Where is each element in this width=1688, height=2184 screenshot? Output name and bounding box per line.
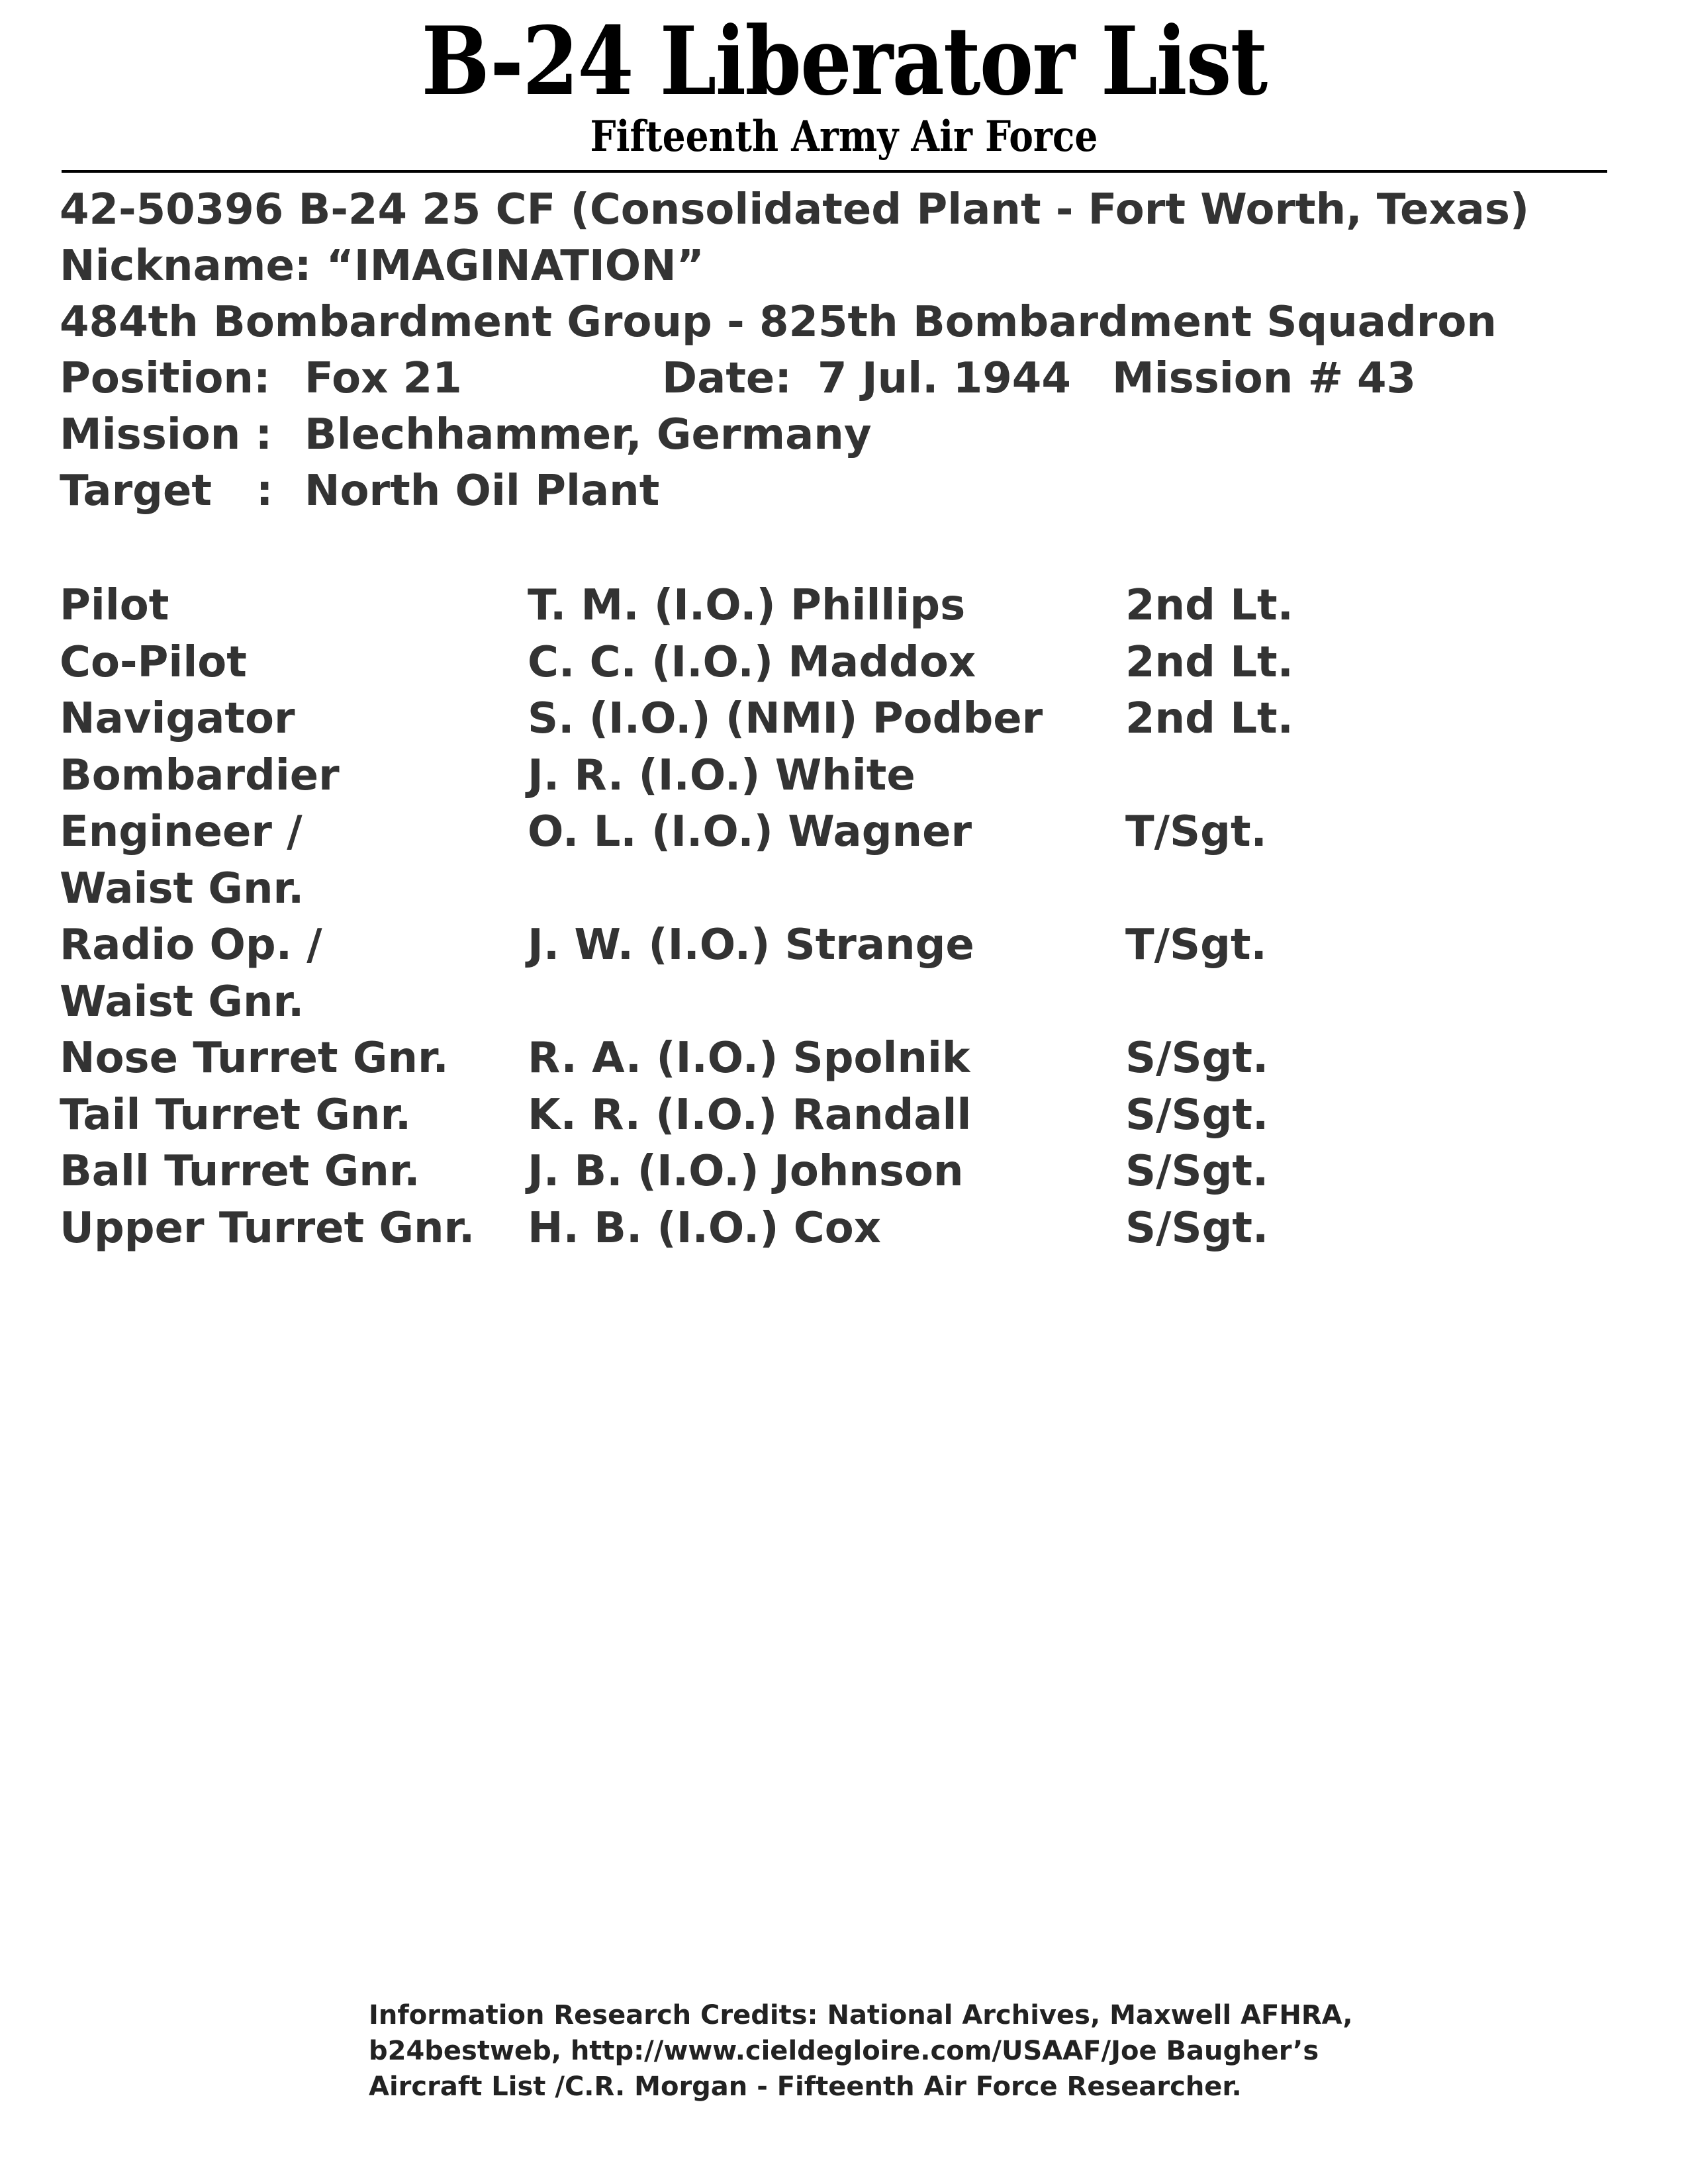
date-value: 7 Jul. 1944 [818,354,1071,403]
crew-role: Ball Turret Gnr. [60,1147,420,1196]
crew-name: S. (I.O.) (NMI) Podber [528,694,1043,743]
crew-rank: S/Sgt. [1125,1204,1269,1253]
date-label: Date: [662,354,792,403]
target-label: Target : [60,467,273,516]
crew-rank: T/Sgt. [1125,807,1267,856]
crew-name: K. R. (I.O.) Randall [528,1091,972,1140]
crew-rank: 2nd Lt. [1125,581,1293,630]
position-label: Position: [60,354,271,403]
crew-role: Bombardier [60,751,340,800]
credits-line-3: Aircraft List /C.R. Morgan - Fifteenth Air Force Researcher. [369,2071,1242,2102]
crew-role: Pilot [60,581,169,630]
crew-rank: S/Sgt. [1125,1147,1269,1196]
crew-role: Tail Turret Gnr. [60,1091,412,1140]
crew-name: J. W. (I.O.) Strange [528,921,974,970]
crew-rank: 2nd Lt. [1125,638,1293,687]
mission-number-label: Mission # [1112,354,1344,403]
crew-name: T. M. (I.O.) Phillips [528,581,966,630]
crew-name: J. R. (I.O.) White [528,751,915,800]
page-title: B-24 Liberator List [421,7,1267,116]
crew-name: C. C. (I.O.) Maddox [528,638,976,687]
mission-number-value: 43 [1357,354,1417,403]
credits-line-1: Information Research Credits: National Archives, Maxwell AFHRA, [369,2000,1353,2030]
crew-rank: S/Sgt. [1125,1034,1269,1083]
mission-value: Blechhammer, Germany [305,410,872,459]
nickname-line: Nickname: “IMAGINATION” [60,242,704,291]
position-value: Fox 21 [305,354,462,403]
research-credits [369,1997,1353,2105]
target-value: North Oil Plant [305,467,660,516]
credits-line-2: b24bestweb, http://www.cieldegloire.com/USAAF/Joe Baugher’s [369,2036,1319,2066]
crew-role: Navigator [60,694,295,743]
crew-rank: S/Sgt. [1125,1091,1269,1140]
crew-name: O. L. (I.O.) Wagner [528,807,972,856]
crew-role: Upper Turret Gnr. [60,1204,475,1253]
aircraft-serial-line: 42-50396 B-24 25 CF (Consolidated Plant - Fort Worth, Texas) [60,185,1530,234]
header-divider [62,170,1607,173]
crew-name: J. B. (I.O.) Johnson [528,1147,964,1196]
crew-role: Waist Gnr. [60,978,305,1026]
crew-role: Nose Turret Gnr. [60,1034,449,1083]
crew-role: Radio Op. / [60,921,322,970]
mission-label: Mission : [60,410,273,459]
crew-role: Waist Gnr. [60,864,305,913]
crew-role: Engineer / [60,807,303,856]
crew-rank: 2nd Lt. [1125,694,1293,743]
page-subtitle: Fifteenth Army Air Force [590,112,1098,161]
crew-name: H. B. (I.O.) Cox [528,1204,881,1253]
crew-name: R. A. (I.O.) Spolnik [528,1034,970,1083]
crew-rank: T/Sgt. [1125,921,1267,970]
group-squadron-line: 484th Bombardment Group - 825th Bombardment Squadron [60,298,1497,347]
crew-role: Co-Pilot [60,638,247,687]
